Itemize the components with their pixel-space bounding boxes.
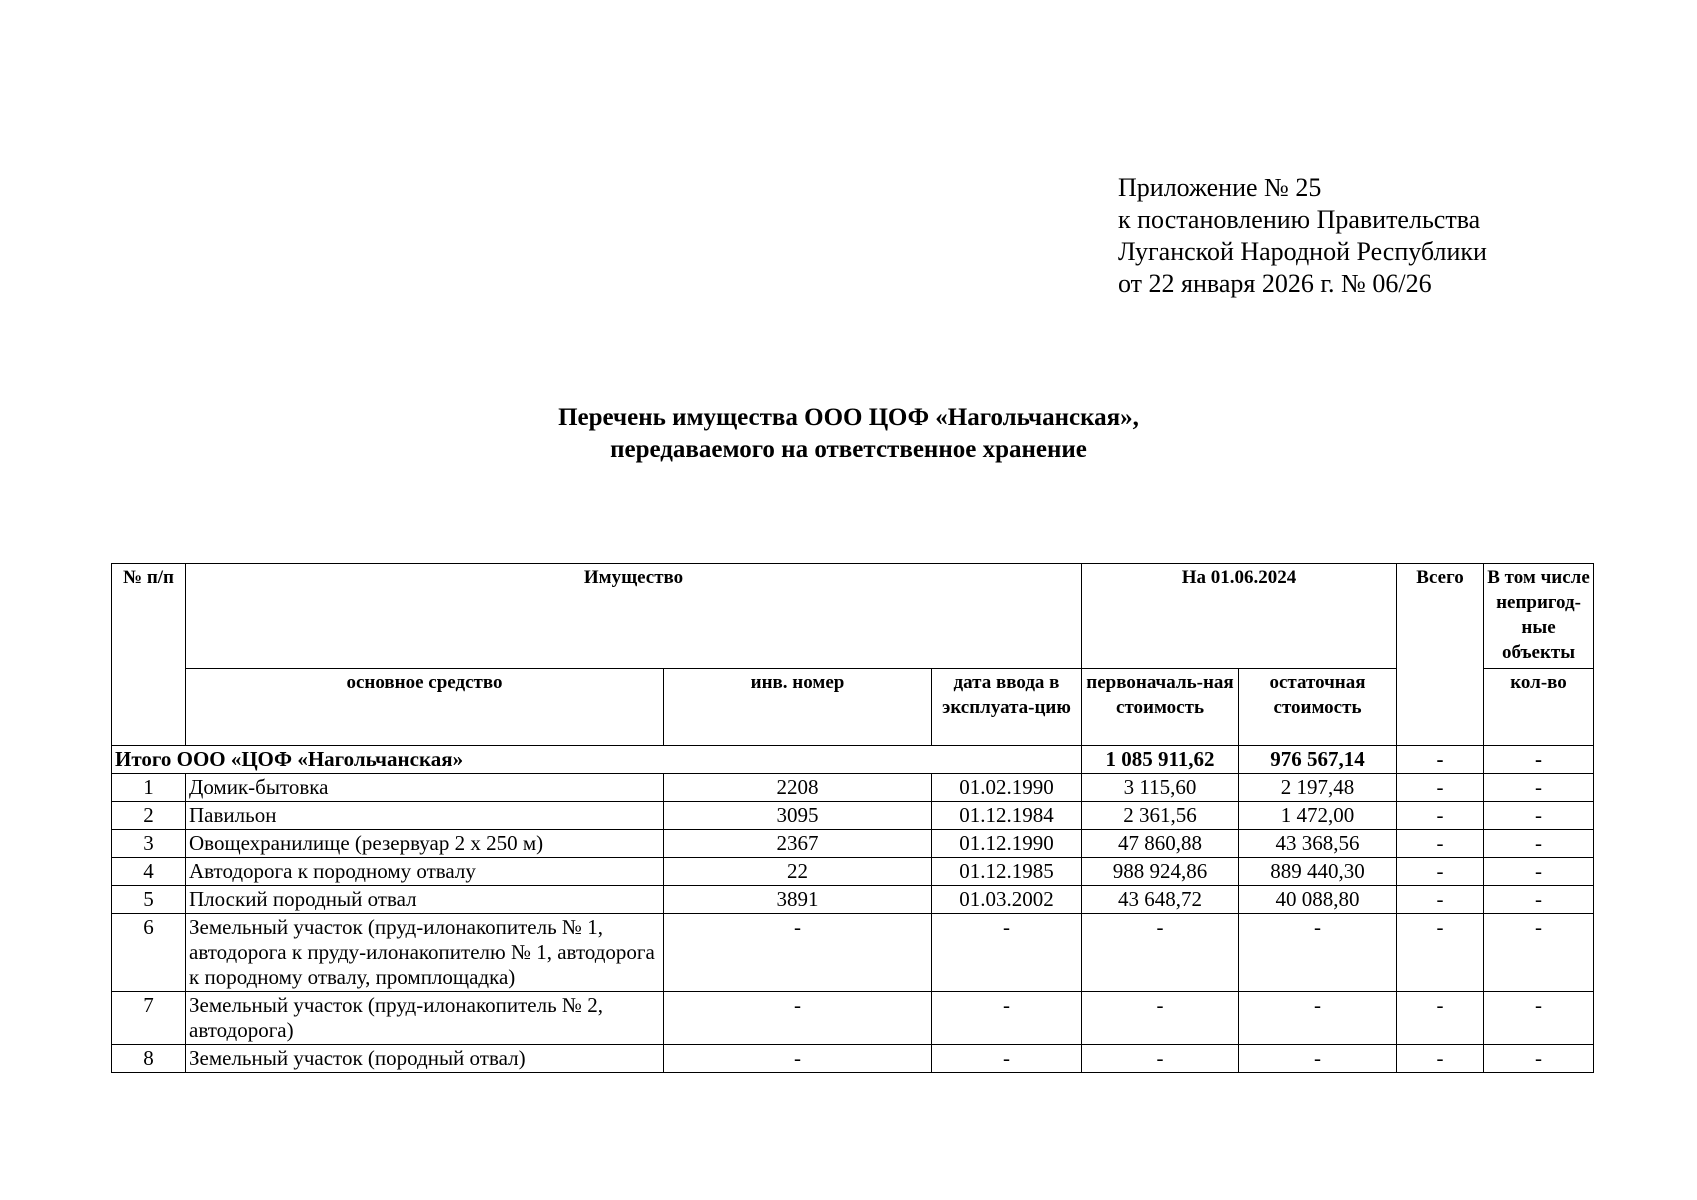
row-initial-cost: 43 648,72 bbox=[1082, 886, 1239, 914]
table-row bbox=[112, 858, 1594, 886]
row-residual-cost: - bbox=[1239, 914, 1397, 992]
table-row bbox=[112, 992, 1594, 1045]
row-date: 01.12.1990 bbox=[932, 830, 1082, 858]
row-inv: 22 bbox=[664, 858, 932, 886]
row-asset-name: Павильон bbox=[186, 802, 664, 830]
row-residual-cost: 43 368,56 bbox=[1239, 830, 1397, 858]
document-title-line-2: передаваемого на ответственное хранение bbox=[610, 436, 1087, 463]
row-inv: - bbox=[664, 1045, 932, 1073]
row-num: 3 bbox=[112, 830, 186, 858]
row-initial-cost: - bbox=[1082, 992, 1239, 1045]
row-total: - bbox=[1397, 992, 1484, 1045]
row-residual-cost: 1 472,00 bbox=[1239, 802, 1397, 830]
row-date: 01.03.2002 bbox=[932, 886, 1082, 914]
row-initial-cost: - bbox=[1082, 1045, 1239, 1073]
row-total: - bbox=[1397, 802, 1484, 830]
total-residual-cost: 976 567,14 bbox=[1239, 746, 1397, 774]
appendix-block bbox=[1118, 172, 1487, 300]
row-qty: - bbox=[1484, 1045, 1594, 1073]
total-qty: - bbox=[1484, 746, 1594, 774]
row-inv: - bbox=[664, 992, 932, 1045]
row-total: - bbox=[1397, 914, 1484, 992]
table-row bbox=[112, 886, 1594, 914]
row-total: - bbox=[1397, 886, 1484, 914]
row-asset-name: Земельный участок (породный отвал) bbox=[186, 1045, 664, 1073]
row-total: - bbox=[1397, 774, 1484, 802]
row-num: 6 bbox=[112, 914, 186, 992]
row-residual-cost: 889 440,30 bbox=[1239, 858, 1397, 886]
property-table bbox=[111, 563, 1594, 1073]
row-initial-cost: 3 115,60 bbox=[1082, 774, 1239, 802]
table-row bbox=[112, 914, 1594, 992]
row-asset-name: Плоский породный отвал bbox=[186, 886, 664, 914]
row-num: 5 bbox=[112, 886, 186, 914]
header-as-of: На 01.06.2024 bbox=[1082, 564, 1397, 669]
row-num: 7 bbox=[112, 992, 186, 1045]
row-inv: 3891 bbox=[664, 886, 932, 914]
row-initial-cost: 47 860,88 bbox=[1082, 830, 1239, 858]
row-initial-cost: 988 924,86 bbox=[1082, 858, 1239, 886]
table-row bbox=[112, 830, 1594, 858]
row-total: - bbox=[1397, 1045, 1484, 1073]
row-qty: - bbox=[1484, 914, 1594, 992]
row-date: - bbox=[932, 992, 1082, 1045]
header-residual-cost: остаточная стоимость bbox=[1239, 669, 1397, 746]
header-unusable: В том числе непригод-ные объекты bbox=[1484, 564, 1594, 669]
row-residual-cost: 40 088,80 bbox=[1239, 886, 1397, 914]
row-qty: - bbox=[1484, 830, 1594, 858]
row-qty: - bbox=[1484, 858, 1594, 886]
document-title bbox=[0, 402, 1697, 466]
total-initial-cost: 1 085 911,62 bbox=[1082, 746, 1239, 774]
row-total: - bbox=[1397, 830, 1484, 858]
header-inv: инв. номер bbox=[664, 669, 932, 746]
row-asset-name: Овощехранилище (резервуар 2 х 250 м) bbox=[186, 830, 664, 858]
appendix-reference: к постановлению Правительства bbox=[1118, 205, 1481, 234]
row-date: - bbox=[932, 1045, 1082, 1073]
row-qty: - bbox=[1484, 886, 1594, 914]
row-asset-name: Земельный участок (пруд-илонакопитель № 2, автодорога) bbox=[186, 992, 664, 1045]
row-date: 01.12.1985 bbox=[932, 858, 1082, 886]
row-num: 4 bbox=[112, 858, 186, 886]
table-row bbox=[112, 802, 1594, 830]
appendix-date: от 22 января 2026 г. № 06/26 bbox=[1118, 269, 1432, 298]
row-total: - bbox=[1397, 858, 1484, 886]
table-row bbox=[112, 774, 1594, 802]
row-initial-cost: - bbox=[1082, 914, 1239, 992]
row-initial-cost: 2 361,56 bbox=[1082, 802, 1239, 830]
row-asset-name: Автодорога к породному отвалу bbox=[186, 858, 664, 886]
row-num: 8 bbox=[112, 1045, 186, 1073]
row-residual-cost: - bbox=[1239, 1045, 1397, 1073]
row-residual-cost: 2 197,48 bbox=[1239, 774, 1397, 802]
row-num: 2 bbox=[112, 802, 186, 830]
row-residual-cost: - bbox=[1239, 992, 1397, 1045]
table-row bbox=[112, 1045, 1594, 1073]
row-qty: - bbox=[1484, 992, 1594, 1045]
row-qty: - bbox=[1484, 802, 1594, 830]
row-date: - bbox=[932, 914, 1082, 992]
header-row-top bbox=[112, 564, 1594, 669]
appendix-number: Приложение № 25 bbox=[1118, 173, 1322, 202]
header-initial-cost: первоначаль-ная стоимость bbox=[1082, 669, 1239, 746]
total-total: - bbox=[1397, 746, 1484, 774]
row-qty: - bbox=[1484, 774, 1594, 802]
row-asset-name: Домик-бытовка bbox=[186, 774, 664, 802]
header-date: дата ввода в эксплуата-цию bbox=[932, 669, 1082, 746]
header-total: Всего bbox=[1397, 564, 1484, 746]
row-num: 1 bbox=[112, 774, 186, 802]
header-row-sub bbox=[112, 669, 1594, 746]
row-inv: - bbox=[664, 914, 932, 992]
row-inv: 2367 bbox=[664, 830, 932, 858]
total-row bbox=[112, 746, 1594, 774]
row-inv: 2208 bbox=[664, 774, 932, 802]
header-qty: кол-во bbox=[1484, 669, 1594, 746]
total-label: Итого ООО «ЦОФ «Нагольчанская» bbox=[112, 746, 1082, 774]
row-inv: 3095 bbox=[664, 802, 932, 830]
header-property: Имущество bbox=[186, 564, 1082, 669]
header-asset: основное средство bbox=[186, 669, 664, 746]
row-asset-name: Земельный участок (пруд-илонакопитель № 1, автодорога к пруду-илонакопителю № 1, автодорога к породному отвалу, промплощадка) bbox=[186, 914, 664, 992]
header-num: № п/п bbox=[112, 564, 186, 746]
document-title-line-1: Перечень имущества ООО ЦОФ «Нагольчанская», bbox=[558, 404, 1139, 431]
row-date: 01.12.1984 bbox=[932, 802, 1082, 830]
row-date: 01.02.1990 bbox=[932, 774, 1082, 802]
appendix-authority: Луганской Народной Республики bbox=[1118, 237, 1487, 266]
